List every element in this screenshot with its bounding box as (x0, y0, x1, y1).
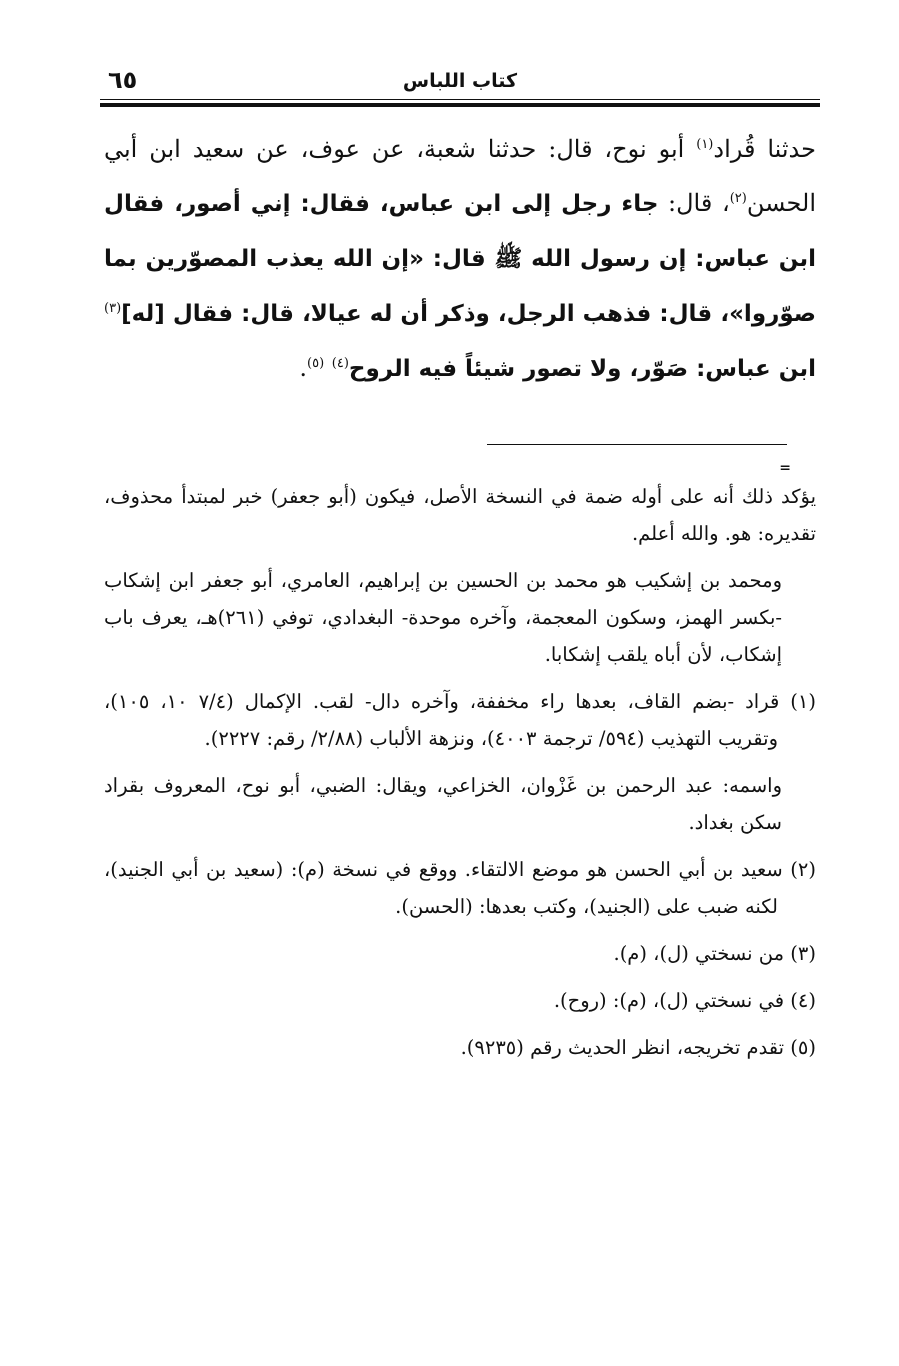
continuation-mark: = (779, 460, 791, 476)
footnote-continued-2: ومحمد بن إشكيب هو محمد بن الحسين بن إبراهيم، العامري، أبو جعفر ابن إشكاب -بكسر الهمز، وسكون المعجمة، وآخره موحدة- البغدادي، توفي (٢٦١)هـ، يعرف باب إشكاب، لأن أباه يلقب إشكابا. (104, 569, 782, 666)
matn-text-1: جاء رجل إلى ابن عباس، فقال: إني أصور، فقال ابن عباس: إن رسول الله ﷺ قال: «إن الله يعذب المصوّرين بما صوّروا»، قال: فذهب الرجل، وذكر أن له عيالا، قال: فقال [له] (104, 191, 816, 327)
footnote-1-extra: واسمه: عبد الرحمن بن غَزْوان، الخزاعي، ويقال: الضبي، أبو نوح، المعروف بقراد سكن بغداد. (104, 774, 782, 834)
isnad-text-3: ، قال: (658, 189, 730, 217)
footnote-5: (٥) تقدم تخريجه، انظر الحديث رقم (٩٢٣٥). (460, 1036, 816, 1059)
footnote-4: (٤) في نسختي (ل)، (م): (روح). (553, 989, 816, 1012)
footnote-ref-2: (٢) (729, 191, 747, 206)
header-rule-thin (100, 99, 820, 100)
isnad-text-1: حدثنا قُراد (713, 135, 816, 163)
footnotes (104, 478, 816, 1076)
page-header (100, 66, 820, 98)
header-rule-thick (100, 103, 820, 107)
end-mark: . (299, 354, 307, 382)
footnote-continued-1: يؤكد ذلك أنه على أوله ضمة في النسخة الأصل، فيكون (أبو جعفر) خبر لمبتدأ محذوف، تقديره: هو. والله أعلم. (104, 485, 816, 545)
footnote-ref-5: (٥) (307, 356, 325, 371)
footnote-1: (١) قراد -بضم القاف، بعدها راء مخففة، وآخره دال- لقب. الإكمال (٧/٤ ١٠، ١٠٥)، وتقريب التهذيب (٥٩٤/ ترجمة ٤٠٠٣)، ونزهة الألباب (٢/٨٨/ رقم: ٢٢٢٧). (104, 690, 817, 750)
footnote-separator (487, 444, 787, 445)
isnad-text-2: أبو نوح، قال: حدثنا شعبة، عن عوف، عن سعيد ابن أبي الحسن (104, 135, 816, 217)
running-title: كتاب اللباس (402, 70, 518, 92)
main-text (104, 122, 816, 396)
hadith-paragraph (104, 122, 816, 396)
footnote-ref-3: (٣) (104, 301, 122, 316)
matn-text-2: ابن عباس: صَوّر، ولا تصور شيئاً فيه الروح (348, 356, 816, 382)
page-number: ٦٥ (108, 66, 138, 94)
footnote-2: (٢) سعيد بن أبي الحسن هو موضع الالتقاء. ووقع في نسخة (م): (سعيد بن أبي الجنيد)، لكنه ضبب على (الجنيد)، وكتب بعدها: (الحسن). (104, 858, 816, 918)
footnote-ref-4: (٤) (331, 356, 349, 371)
footnote-ref-1: (١) (696, 137, 714, 152)
footnote-3: (٣) من نسختي (ل)، (م). (613, 942, 816, 965)
